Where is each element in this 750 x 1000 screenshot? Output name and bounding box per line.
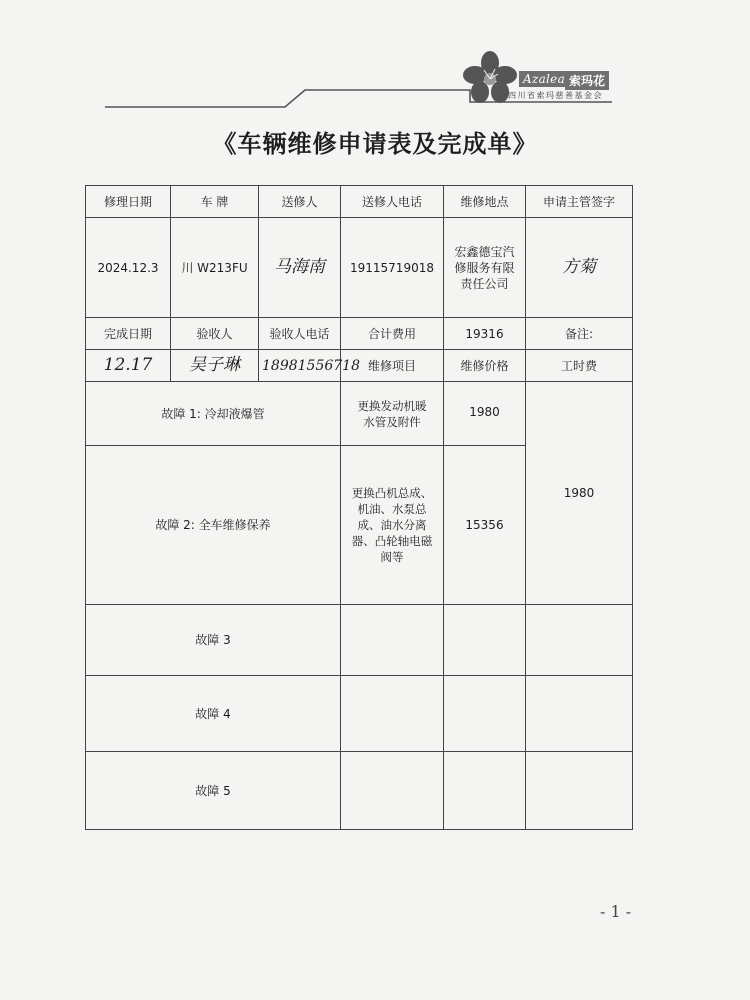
header-total-cost: 合计费用 [341, 318, 444, 350]
total-cost-value: 19316 [444, 318, 526, 350]
header-complete-date: 完成日期 [86, 318, 171, 350]
supervisor-signature: 方菊 [526, 218, 633, 318]
fault-row-4 [86, 676, 633, 752]
header-repair-date: 修理日期 [86, 186, 171, 218]
completion-header-row [86, 318, 633, 350]
fault-2-label: 故障 2: 全车维修保养 [86, 446, 341, 605]
inspector-phone-handwritten: 18981556718 [259, 350, 341, 382]
header-sender: 送修人 [259, 186, 341, 218]
page-number: - 1 - [600, 902, 632, 921]
header-row [86, 186, 633, 218]
fault-2-price: 15356 [444, 446, 526, 605]
location-value: 宏鑫德宝汽 修服务有限 责任公司 [444, 218, 526, 318]
fault-2-items: 更换凸机总成、 机油、水泵总 成、油水分离 器、凸轮轴电磁 阀等 [341, 446, 444, 605]
header-inspector-phone: 验收人电话 [259, 318, 341, 350]
repair-date-value: 2024.12.3 [86, 218, 171, 318]
page-title: 《车辆维修申请表及完成单》 [212, 130, 538, 158]
fault-4-label: 故障 4 [86, 676, 341, 752]
fault-row-3 [86, 605, 633, 676]
fault-row-1 [86, 382, 633, 446]
completion-row [86, 350, 633, 382]
logo-organization: 四川省索玛慈善基金会 [508, 91, 603, 100]
sender-signature: 马海南 [259, 218, 341, 318]
fault-1-items: 更换发动机暖 水管及附件 [341, 382, 444, 446]
plate-value: 川 W213FU [171, 218, 259, 318]
repair-form-table [85, 185, 633, 830]
request-row [86, 218, 633, 318]
fault-1-label: 故障 1: 冷却液爆管 [86, 382, 341, 446]
header-labor-fee: 工时费 [526, 350, 633, 382]
header-repair-price: 维修价格 [444, 350, 526, 382]
header-location: 维修地点 [444, 186, 526, 218]
header-repair-item: 维修项目 [341, 350, 444, 382]
fault-3-label: 故障 3 [86, 605, 341, 676]
complete-date-signature: 12.17 [86, 350, 171, 382]
fault-1-price: 1980 [444, 382, 526, 446]
remarks-label: 备注: [526, 318, 633, 350]
header-inspector: 验收人 [171, 318, 259, 350]
header-rule [0, 0, 750, 115]
header-supervisor-sign: 申请主管签字 [526, 186, 633, 218]
inspector-signature: 吴子琳 [171, 350, 259, 382]
logo-english-name: Azalea [519, 71, 569, 87]
labor-fee-value: 1980 [526, 382, 633, 605]
header-plate: 车 牌 [171, 186, 259, 218]
fault-5-label: 故障 5 [86, 752, 341, 830]
fault-row-5 [86, 752, 633, 830]
sender-phone-value: 19115719018 [341, 218, 444, 318]
header-sender-phone: 送修人电话 [341, 186, 444, 218]
azalea-flower-logo-icon [462, 50, 518, 110]
logo-chinese-name: 索玛花 [565, 71, 609, 90]
